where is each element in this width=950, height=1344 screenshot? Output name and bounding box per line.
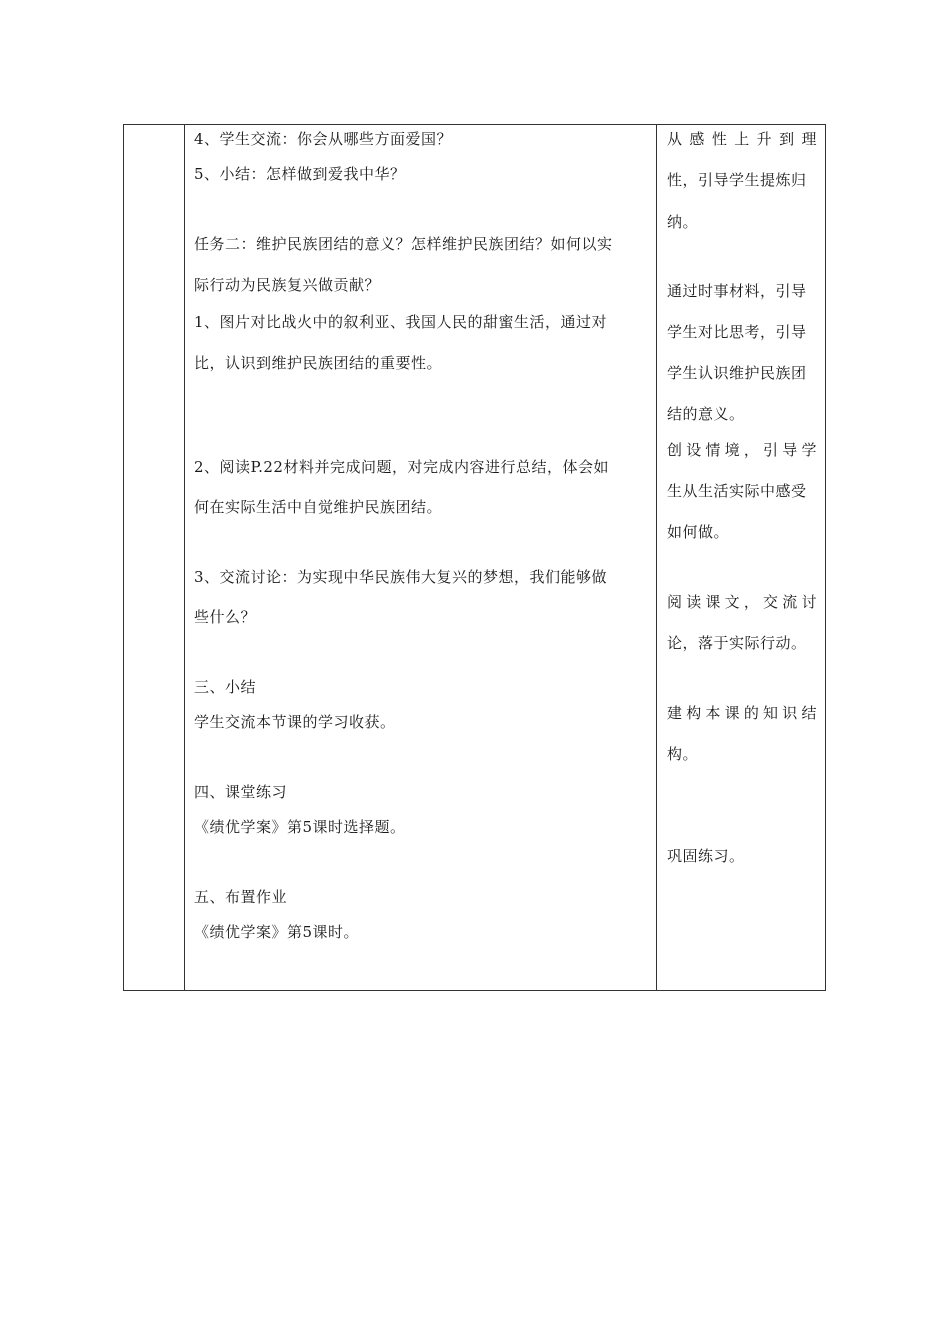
activity-line: 何在实际生活中自觉维护民族团结。 [194, 498, 443, 516]
activity-line: 《绩优学案》第5课时。 [194, 923, 360, 941]
intent-line: 性，引导学生提炼归 [667, 171, 807, 189]
intent-line: 通过时事材料，引导 [667, 282, 807, 300]
activity-line: 5、小结：怎样做到爱我中华？ [194, 165, 406, 183]
column-divider [184, 125, 185, 990]
intent-line: 巩固练习。 [667, 847, 745, 865]
section-heading: 四、课堂练习 [194, 783, 288, 801]
activity-line: 《绩优学案》第5课时选择题。 [194, 818, 406, 836]
intent-line: 结的意义。 [667, 405, 745, 423]
activity-line: 2、阅读P.22材料并完成问题，对完成内容进行总结，体会如 [194, 458, 609, 476]
activity-line: 比，认识到维护民族团结的重要性。 [194, 354, 443, 372]
activity-line: 4、学生交流：你会从哪些方面爱国？ [194, 130, 453, 148]
intent-line: 论，落于实际行动。 [667, 634, 807, 652]
section-heading: 五、布置作业 [194, 888, 288, 906]
activity-line: 学生交流本节课的学习收获。 [194, 713, 396, 731]
task-heading: 际行动为民族复兴做贡献？ [194, 276, 381, 294]
intent-line: 建构本课的知识结 [667, 704, 817, 722]
activity-line: 3、交流讨论：为实现中华民族伟大复兴的梦想，我们能够做 [194, 568, 608, 586]
intent-line: 构。 [667, 745, 699, 763]
intent-line: 生从生活实际中感受 [667, 482, 807, 500]
intent-line: 从感性上升到理 [667, 130, 817, 148]
lesson-plan-table [123, 124, 826, 991]
intent-line: 学生认识维护民族团 [667, 364, 807, 382]
activity-line: 1、图片对比战火中的叙利亚、我国人民的甜蜜生活，通过对 [194, 313, 608, 331]
column-divider [656, 125, 657, 990]
intent-line: 如何做。 [667, 523, 730, 541]
intent-line: 纳。 [667, 213, 699, 231]
intent-line: 创设情境，引导学 [667, 441, 817, 459]
activity-line: 些什么？ [194, 608, 257, 626]
section-heading: 三、小结 [194, 678, 257, 696]
intent-line: 学生对比思考，引导 [667, 323, 807, 341]
task-heading: 任务二：维护民族团结的意义？怎样维护民族团结？如何以实 [194, 235, 613, 253]
intent-line: 阅读课文，交流讨 [667, 593, 817, 611]
